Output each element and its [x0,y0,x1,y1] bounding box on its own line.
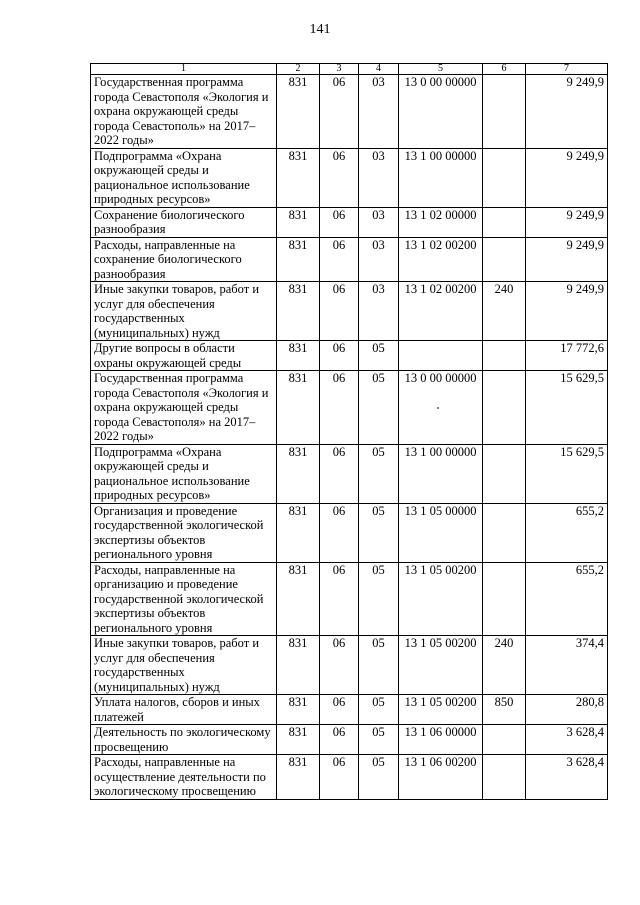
cell-csr: 13 1 00 00000 [399,444,483,503]
cell-rz: 06 [320,341,359,371]
cell-vr [483,75,526,149]
cell-name: Расходы, направленные на осуществление деятельности по экологическому просвещению [91,755,277,800]
table-row [91,282,608,341]
cell-sum: 374,4 [526,636,608,695]
cell-pr: 03 [359,75,399,149]
cell-grbs: 831 [277,636,320,695]
cell-vr [483,503,526,562]
cell-sum: 15 629,5 [526,444,608,503]
column-header: 5 [399,64,483,75]
cell-vr [483,562,526,636]
cell-grbs: 831 [277,75,320,149]
column-header: 7 [526,64,608,75]
column-header: 2 [277,64,320,75]
table-row [91,237,608,282]
cell-name: Подпрограмма «Охрана окружающей среды и рациональное использование природных ресурсов» [91,148,277,207]
cell-rz: 06 [320,148,359,207]
cell-grbs: 831 [277,237,320,282]
cell-grbs: 831 [277,695,320,725]
cell-pr: 05 [359,725,399,755]
cell-vr [483,444,526,503]
cell-rz: 06 [320,75,359,149]
cell-sum: 9 249,9 [526,282,608,341]
cell-grbs: 831 [277,371,320,445]
table-row [91,725,608,755]
table-row [91,755,608,800]
cell-vr [483,237,526,282]
cell-name: Расходы, направленные на организацию и проведение государственной экологической экспертизы объектов регионального уровня [91,562,277,636]
cell-rz: 06 [320,562,359,636]
cell-vr [483,341,526,371]
table-row [91,148,608,207]
cell-vr: 850 [483,695,526,725]
cell-rz: 06 [320,725,359,755]
cell-pr: 05 [359,695,399,725]
cell-sum: 3 628,4 [526,725,608,755]
cell-grbs: 831 [277,562,320,636]
table-row [91,207,608,237]
cell-name: Деятельность по экологическому просвещению [91,725,277,755]
cell-vr [483,725,526,755]
cell-rz: 06 [320,444,359,503]
cell-csr: 13 1 02 00200 [399,282,483,341]
cell-sum: 655,2 [526,562,608,636]
cell-sum: 3 628,4 [526,755,608,800]
table-row [91,371,608,445]
cell-grbs: 831 [277,725,320,755]
cell-name: Уплата налогов, сборов и иных платежей [91,695,277,725]
cell-rz: 06 [320,755,359,800]
column-header: 4 [359,64,399,75]
cell-sum: 280,8 [526,695,608,725]
column-header: 1 [91,64,277,75]
cell-pr: 03 [359,148,399,207]
cell-grbs: 831 [277,444,320,503]
cell-sum: 15 629,5 [526,371,608,445]
cell-name: Организация и проведение государственной экологической экспертизы объектов регионального уровня [91,503,277,562]
cell-sum: 9 249,9 [526,237,608,282]
cell-csr: 13 1 05 00000 [399,503,483,562]
cell-grbs: 831 [277,282,320,341]
cell-csr: 13 1 06 00200 [399,755,483,800]
cell-grbs: 831 [277,755,320,800]
table-row [91,444,608,503]
cell-rz: 06 [320,636,359,695]
cell-vr: 240 [483,636,526,695]
cell-sum: 9 249,9 [526,148,608,207]
cell-name: Иные закупки товаров, работ и услуг для обеспечения государственных (муниципальных) нужд [91,636,277,695]
page-number: 141 [309,22,331,37]
cell-name: Подпрограмма «Охрана окружающей среды и рациональное использование природных ресурсов» [91,444,277,503]
cell-name: Сохранение биологического разнообразия [91,207,277,237]
cell-sum: 17 772,6 [526,341,608,371]
cell-csr: 13 1 02 00000 [399,207,483,237]
cell-pr: 03 [359,207,399,237]
table-row [91,562,608,636]
cell-csr: 13 1 05 00200 [399,636,483,695]
cell-sum: 9 249,9 [526,75,608,149]
cell-rz: 06 [320,207,359,237]
table-row [91,75,608,149]
cell-pr: 05 [359,755,399,800]
cell-pr: 05 [359,444,399,503]
cell-csr: 13 1 05 00200 [399,562,483,636]
cell-rz: 06 [320,282,359,341]
cell-csr: 13 1 02 00200 [399,237,483,282]
cell-csr: 13 0 00 00000 [399,75,483,149]
cell-csr [399,341,483,371]
cell-pr: 05 [359,562,399,636]
cell-vr [483,207,526,237]
cell-pr: 05 [359,636,399,695]
cell-name: Государственная программа города Севастополя «Экология и охрана окружающей среды города Севастополь» на 2017–2022 годы» [91,75,277,149]
cell-csr: 13 1 05 00200 [399,695,483,725]
cell-name: Расходы, направленные на сохранение биологического разнообразия [91,237,277,282]
cell-grbs: 831 [277,207,320,237]
cell-vr [483,371,526,445]
cell-name: Иные закупки товаров, работ и услуг для обеспечения государственных (муниципальных) нужд [91,282,277,341]
cell-sum: 9 249,9 [526,207,608,237]
cell-name: Государственная программа города Севастополя «Экология и охрана окружающей среды города Севастополя» на 2017–2022 годы» [91,371,277,445]
cell-grbs: 831 [277,148,320,207]
cell-rz: 06 [320,503,359,562]
table-row [91,636,608,695]
cell-csr: 13 1 06 00000 [399,725,483,755]
cell-pr: 03 [359,282,399,341]
cell-grbs: 831 [277,503,320,562]
cell-sum: 655,2 [526,503,608,562]
cell-rz: 06 [320,371,359,445]
budget-table [90,63,608,800]
cell-pr: 03 [359,237,399,282]
cell-vr [483,755,526,800]
cell-vr: 240 [483,282,526,341]
cell-grbs: 831 [277,341,320,371]
cell-rz: 06 [320,237,359,282]
header-row [91,64,608,75]
cell-name: Другие вопросы в области охраны окружающей среды [91,341,277,371]
table-row [91,503,608,562]
cell-pr: 05 [359,503,399,562]
cell-csr: 13 0 00 00000 [399,371,483,445]
cell-pr: 05 [359,341,399,371]
cell-csr: 13 1 00 00000 [399,148,483,207]
column-header: 6 [483,64,526,75]
cell-rz: 06 [320,695,359,725]
table-row [91,695,608,725]
scan-speck [437,407,439,409]
table-row [91,341,608,371]
column-header: 3 [320,64,359,75]
cell-pr: 05 [359,371,399,445]
cell-vr [483,148,526,207]
